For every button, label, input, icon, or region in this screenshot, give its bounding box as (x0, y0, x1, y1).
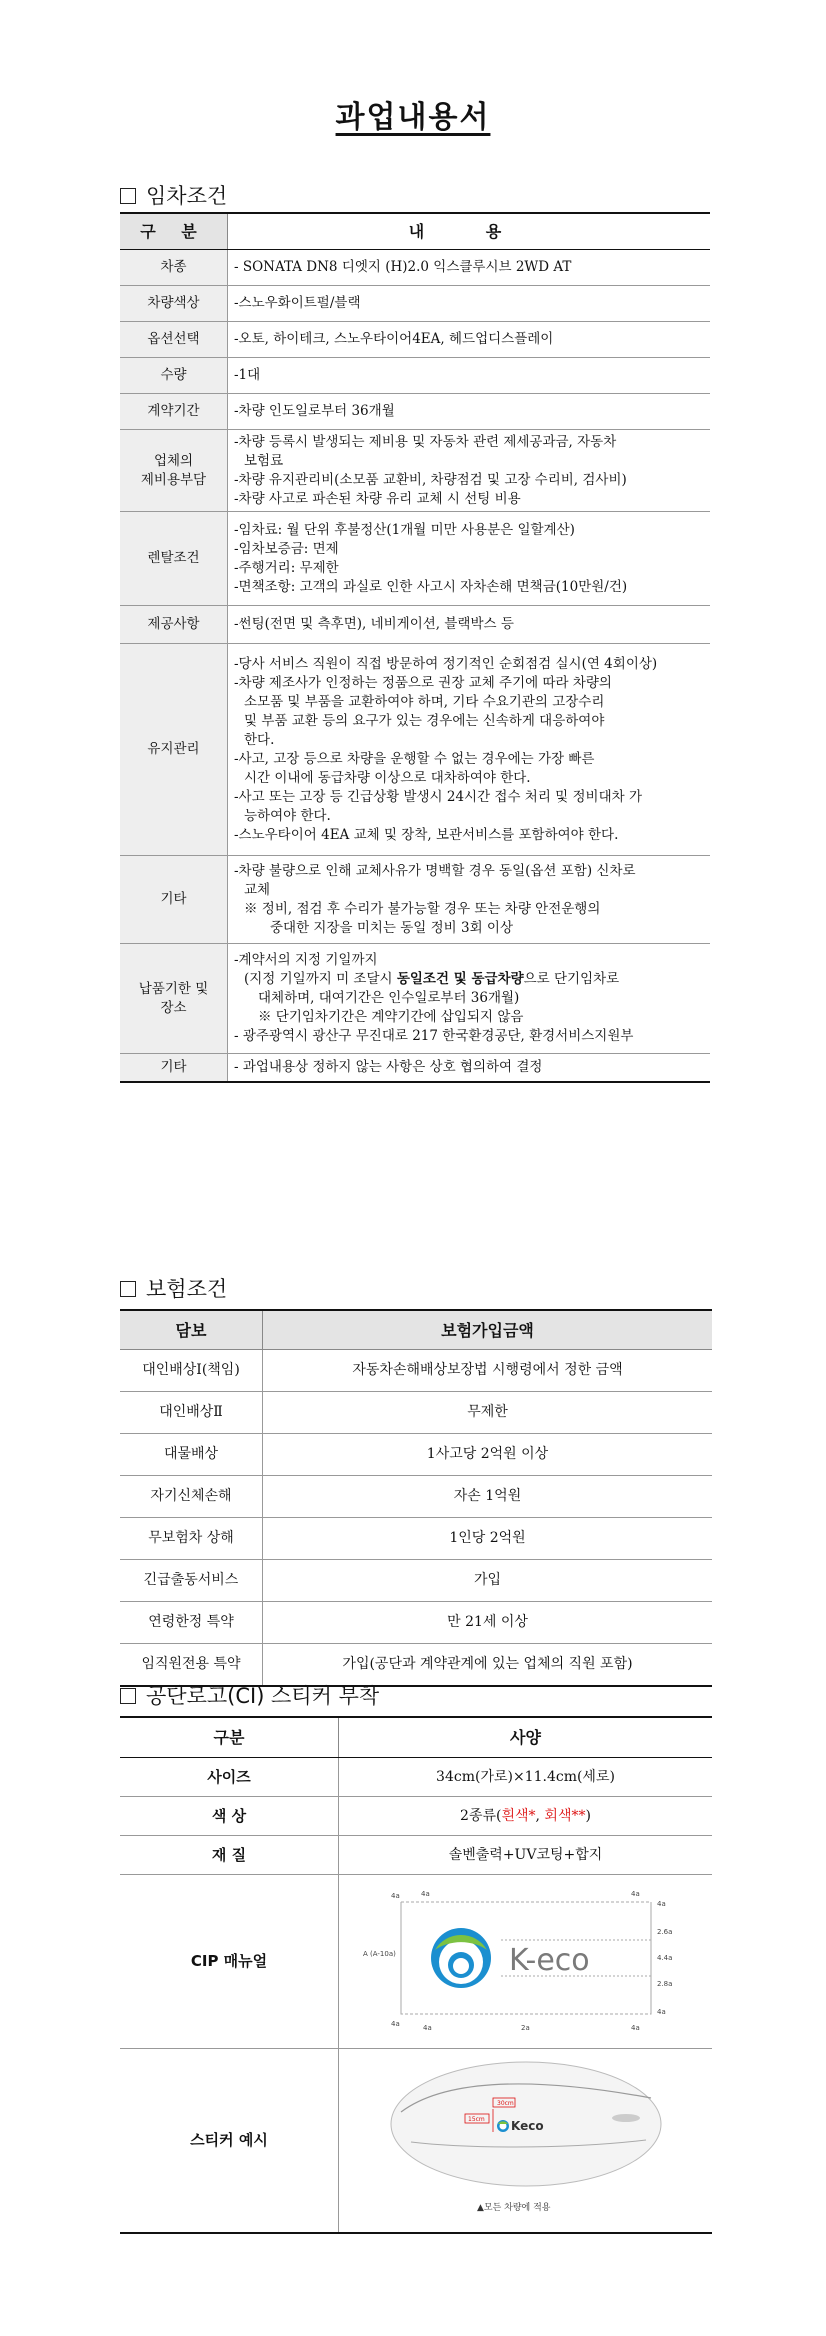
row-key: 유지관리 (120, 644, 228, 856)
svg-text:4.4a: 4.4a (656, 1953, 672, 1962)
col-header-coverage: 담보 (120, 1310, 263, 1350)
col-header-spec: 사양 (339, 1717, 713, 1758)
keco-logo-icon (431, 1928, 491, 1988)
document-title: 과업내용서 (335, 100, 491, 135)
table-row: 대인배상Ⅱ 무제한 (120, 1392, 712, 1434)
svg-text:2.8a: 2.8a (656, 1979, 672, 1988)
table-row (120, 394, 710, 430)
svg-text:4a: 4a (422, 2023, 432, 2032)
row-key: 납품기한 및 장소 (120, 944, 228, 1054)
row-key: 차량색상 (120, 286, 228, 322)
row-value: - SONATA DN8 디엣지 (H)2.0 익스클루시브 2WD AT (234, 259, 572, 275)
row-value: -차량 불량으로 인해 교체사유가 명백할 경우 동일(옵션 포함) 신차로 교체 ※ 정비, 점검 후 수리가 불가능할 경우 또는 차량 안전운행의 중대한 지장을 미치는 동일 정비 3회 이상 (228, 856, 711, 944)
col-header-category: 구 분 (120, 213, 228, 250)
table-row: 사이즈 34cm(가로)×11.4cm(세로) (120, 1758, 712, 1797)
insurance-table (120, 1309, 712, 1687)
table-row (120, 286, 710, 322)
checkbox-square-icon (120, 188, 136, 204)
table-row: 대인배상Ⅰ(책임) 자동차손해배상보장법 시행령에서 정한 금액 (120, 1350, 712, 1392)
row-key: 제공사항 (120, 606, 228, 644)
cip-manual-diagram (361, 1884, 691, 2034)
svg-text:2.6a: 2.6a (656, 1927, 672, 1936)
logo-sticker-table (120, 1716, 712, 2234)
table-row: 스티커 예시 30cm 15cm Keco ▲모든 차량에 적용 (120, 2049, 712, 2233)
row-key: 계약기간 (120, 394, 228, 430)
table-row (120, 322, 710, 358)
svg-text:4a: 4a (390, 1891, 400, 1900)
svg-text:A (A-10a): A (A-10a) (362, 1949, 396, 1958)
table-row: CIP 매뉴얼 K-eco A (A-10a) 4a 4a 4a 4a 4a 2a 4a 4a 2.6a 4.4a 2.8a 4a (120, 1875, 712, 2049)
table-row: 재 질 솔벤출력+UV코팅+합지 (120, 1836, 712, 1875)
table-row: 자기신체손해 자손 1억원 (120, 1476, 712, 1518)
row-key: 수량 (120, 358, 228, 394)
section-logo-sticker-heading: 공단로고(CI) 스티커 부착 (120, 1680, 379, 1710)
svg-text:4a: 4a (656, 2007, 666, 2016)
table-row (120, 1054, 710, 1082)
svg-text:15cm: 15cm (467, 2116, 485, 2124)
row-key: 렌탈조건 (120, 512, 228, 606)
row-key: 차종 (120, 250, 228, 286)
sticker-example-diagram (381, 2052, 671, 2222)
sticker-logo-text: Keco (510, 2119, 544, 2134)
sticker-example-figure (339, 2049, 713, 2233)
row-value: -1대 (234, 367, 261, 383)
table-row: 임직원전용 특약 가입(공단과 계약관계에 있는 업체의 직원 포함) (120, 1644, 712, 1687)
table-row (120, 250, 710, 286)
cip-manual-figure (339, 1875, 713, 2049)
table-row (120, 358, 710, 394)
col-header-amount: 보험가입금액 (263, 1310, 713, 1350)
sticker-caption: ▲모든 차량에 적용 (476, 2203, 551, 2214)
svg-text:4a: 4a (420, 1889, 430, 1898)
row-value: -오토, 하이테크, 스노우타이어4EA, 헤드업디스플레이 (234, 331, 554, 347)
row-value: -계약서의 지정 기일까지 (지정 기일까지 미 조달시 동일조건 및 동급차량으로 단기임차로 대체하며, 대여기간은 인수일로부터 36개월) ※ 단기임차기간은 계약기간에 삽입되지 않음 - 광주광역시 광산구 무진대로 217 한국환경공단, 환경서비스지원부 (228, 944, 711, 1054)
svg-text:2a: 2a (520, 2023, 530, 2032)
table-row: 색 상 2종류(흰색*, 회색**) (120, 1797, 712, 1836)
row-value: -스노우화이트펄/블랙 (234, 295, 361, 311)
table-row: 무보험차 상해 1인당 2억원 (120, 1518, 712, 1560)
row-value: - 과업내용상 정하지 않는 사항은 상호 협의하여 결정 (234, 1058, 543, 1075)
table-row (120, 430, 710, 512)
table-row (120, 944, 710, 1054)
svg-text:4a: 4a (656, 1899, 666, 1908)
row-key: 업체의 제비용부담 (120, 430, 228, 512)
checkbox-square-icon (120, 1688, 136, 1704)
svg-text:30cm: 30cm (496, 2100, 514, 2108)
row-value: -임차료: 월 단위 후불정산(1개월 미만 사용분은 일할계산) -임차보증금: 면제 -주행거리: 무제한 -면책조항: 고객의 과실로 인한 사고시 자차손해 면책금(10만원/건) (228, 512, 711, 606)
table-row (120, 606, 710, 644)
keco-logo-icon (497, 2120, 509, 2132)
table-row: 대물배상 1사고당 2억원 이상 (120, 1434, 712, 1476)
row-key: 기타 (120, 856, 228, 944)
col-header-content: 내 용 (228, 213, 711, 250)
cip-logo-text: K-eco (508, 1942, 590, 1978)
row-value: -차량 인도일로부터 36개월 (234, 403, 395, 419)
checkbox-square-icon (120, 1281, 136, 1297)
row-value: -차량 등록시 발생되는 제비용 및 자동차 관련 제세공과금, 자동차 보험료 -차량 유지관리비(소모품 교환비, 차량점검 및 고장 수리비, 검사비) -차량 사고로 파손된 차량 유리 교체 시 선팅 비용 (228, 430, 711, 512)
svg-text:4a: 4a (390, 2019, 400, 2028)
row-value: -썬팅(전면 및 측후면), 네비게이션, 블랙박스 등 (234, 616, 514, 632)
row-key: 옵션선택 (120, 322, 228, 358)
row-key: 기타 (120, 1054, 228, 1082)
table-row (120, 644, 710, 856)
section-insurance-heading: 보험조건 (120, 1273, 227, 1303)
table-row: 긴급출동서비스 가입 (120, 1560, 712, 1602)
row-value: -당사 서비스 직원이 직접 방문하여 정기적인 순회점검 실시(연 4회이상) -차량 제조사가 인정하는 정품으로 권장 교체 주기에 따라 차량의 소모품 및 부품을 교환하여야 하며, 기타 수요기관의 고장수리 및 부품 교환 등의 요구가 있는 경우에는 신속하게 대응하여야 한다. -사고, 고장 등으로 차량을 운행할 수 없는 경우에는 가장 빠른 시간 이내에 동급차량 이상으로 대차하여야 한다. -사고 또는 고장 등 긴급상황 발생시 24시간 접수 처리 및 정비대차 가 능하여야 한다. -스노우타이어 4EA 교체 및 장착, 보관서비스를 포함하여야 한다. (228, 644, 711, 856)
table-row (120, 512, 710, 606)
table-row: 연령한정 특약 만 21세 이상 (120, 1602, 712, 1644)
svg-text:4a: 4a (630, 1889, 640, 1898)
col-header-category: 구분 (120, 1717, 339, 1758)
table-row (120, 856, 710, 944)
section-rental-heading: 임차조건 (120, 180, 227, 210)
rental-conditions-table (120, 212, 710, 1083)
svg-text:4a: 4a (630, 2023, 640, 2032)
